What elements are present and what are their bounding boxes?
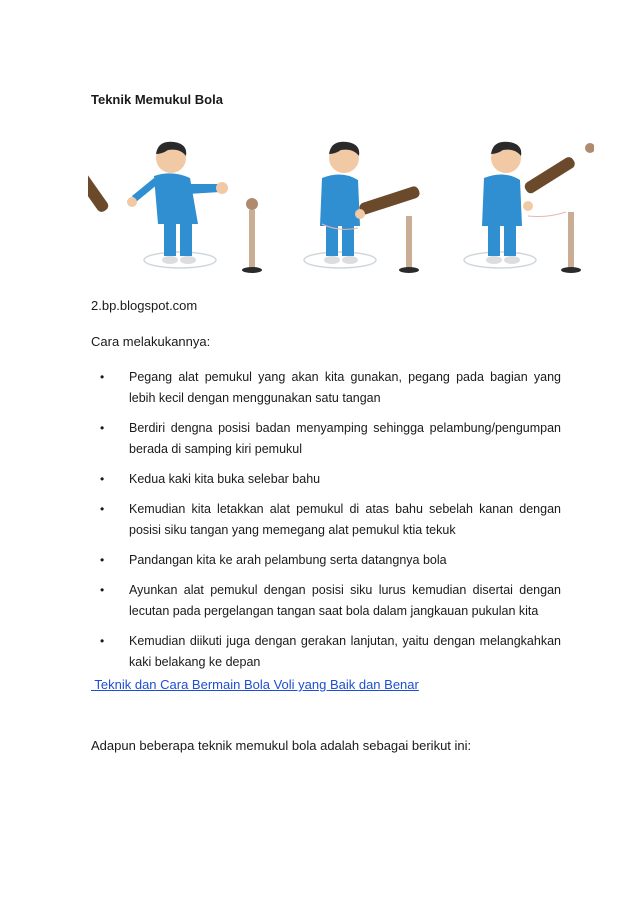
batting-pose-1: [88, 142, 262, 273]
section-title: Teknik Memukul Bola: [91, 92, 223, 107]
bullet-icon: •: [100, 370, 105, 384]
batting-pose-2: [304, 142, 421, 273]
list-item: • Kedua kaki kita buka selebar bahu: [91, 469, 561, 490]
bullet-icon: •: [100, 472, 105, 486]
list-item: • Pegang alat pemukul yang akan kita gunakan, pegang pada bagian yang lebih kecil dengan menggunakan satu tangan: [91, 367, 561, 409]
bullet-icon: •: [100, 553, 105, 567]
bullet-icon: •: [100, 634, 105, 648]
list-item: • Pandangan kita ke arah pelambung serta datangnya bola: [91, 550, 561, 571]
list-item: • Kemudian diikuti juga dengan gerakan lanjutan, yaitu dengan melangkahkan kaki belakang ke depan: [91, 631, 561, 673]
outro-paragraph: Adapun beberapa teknik memukul bola adalah sebagai berikut ini:: [91, 738, 472, 753]
cricket-batting-sequence-illustration: [88, 136, 594, 282]
list-item: • Ayunkan alat pemukul dengan posisi siku lurus kemudian disertai dengan lecutan pada pergelangan tangan saat bola dalam jangkauan pukulan kita: [91, 580, 561, 622]
volleyball-article-link[interactable]: Teknik dan Cara Bermain Bola Voli yang Baik dan Benar: [91, 677, 419, 692]
bullet-icon: •: [100, 583, 105, 597]
steps-list: [91, 367, 561, 682]
list-item: • Kemudian kita letakkan alat pemukul di atas bahu sebelah kanan dengan posisi siku tangan yang memegang alat pemukul ktia tekuk: [91, 499, 561, 541]
steps-intro: Cara melakukannya:: [91, 334, 211, 349]
bullet-icon: •: [100, 502, 105, 516]
list-item: • Berdiri dengna posisi badan menyamping sehingga pelambung/pengumpan berada di samping kiri pemukul: [91, 418, 561, 460]
bullet-icon: •: [100, 421, 105, 435]
batting-pose-3: [464, 142, 594, 273]
image-source-caption: 2.bp.blogspot.com: [91, 298, 198, 313]
